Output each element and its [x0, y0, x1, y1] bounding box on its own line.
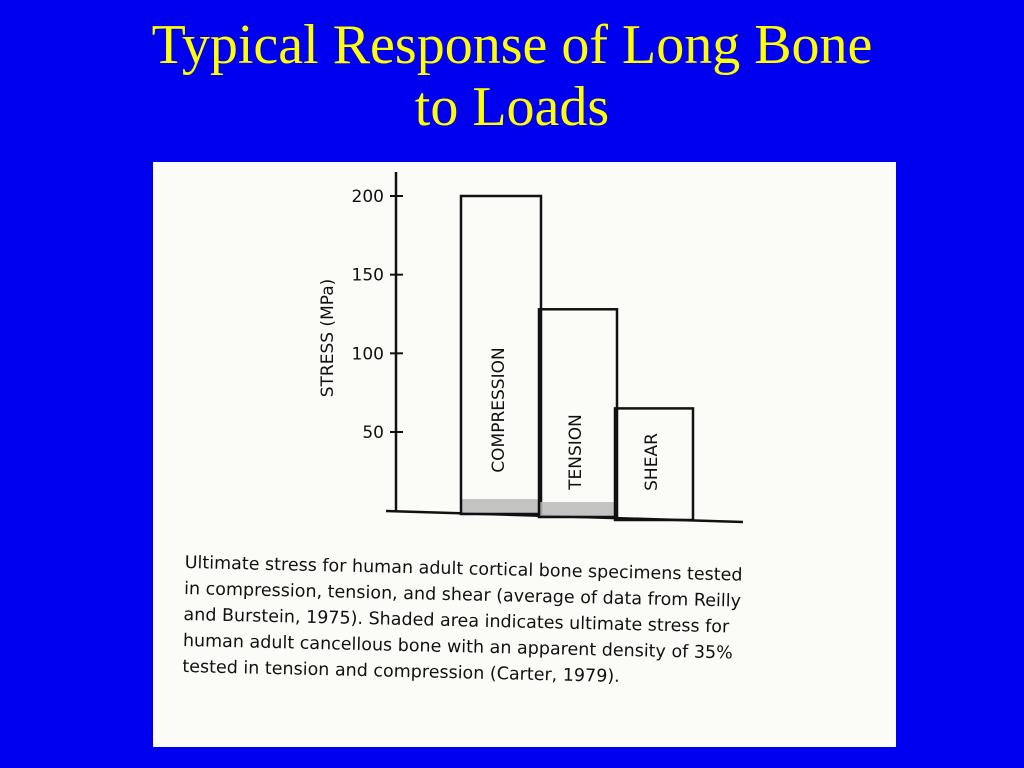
bar-label-shear: SHEAR: [642, 433, 662, 491]
bar-label-tension: TENSION: [566, 414, 586, 490]
y-axis-label: STRESS (MPa): [318, 278, 338, 398]
slide-title-line-2: to Loads: [414, 76, 610, 138]
slide-title-line-1: Typical Response of Long Bone: [151, 14, 873, 76]
chart-figure: [153, 162, 896, 747]
y-tick-label-200: 200: [351, 187, 384, 207]
caption-line-2: in compression, tension, and shear (average of data from Reilly: [183, 578, 742, 612]
figure-caption: [182, 550, 865, 695]
caption-line-3: and Burstein, 1975). Shaded area indicates ultimate stress for: [183, 604, 730, 638]
y-tick-label-50: 50: [362, 423, 384, 443]
shaded-region-tension: [539, 502, 617, 517]
y-tick-label-100: 100: [351, 344, 384, 365]
bar-label-compression: COMPRESSION: [489, 347, 509, 473]
caption-line-1: Ultimate stress for human adult cortical bone specimens tested: [184, 552, 743, 586]
caption-line-5: tested in tension and compression (Carter, 1979).: [182, 656, 620, 687]
shaded-region-compression: [461, 499, 541, 514]
y-tick-label-150: 150: [351, 265, 384, 286]
bar-chart: [153, 162, 896, 547]
caption-line-4: human adult cancellous bone with an apparent density of 35%: [182, 630, 733, 664]
slide-title: [0, 14, 1024, 138]
